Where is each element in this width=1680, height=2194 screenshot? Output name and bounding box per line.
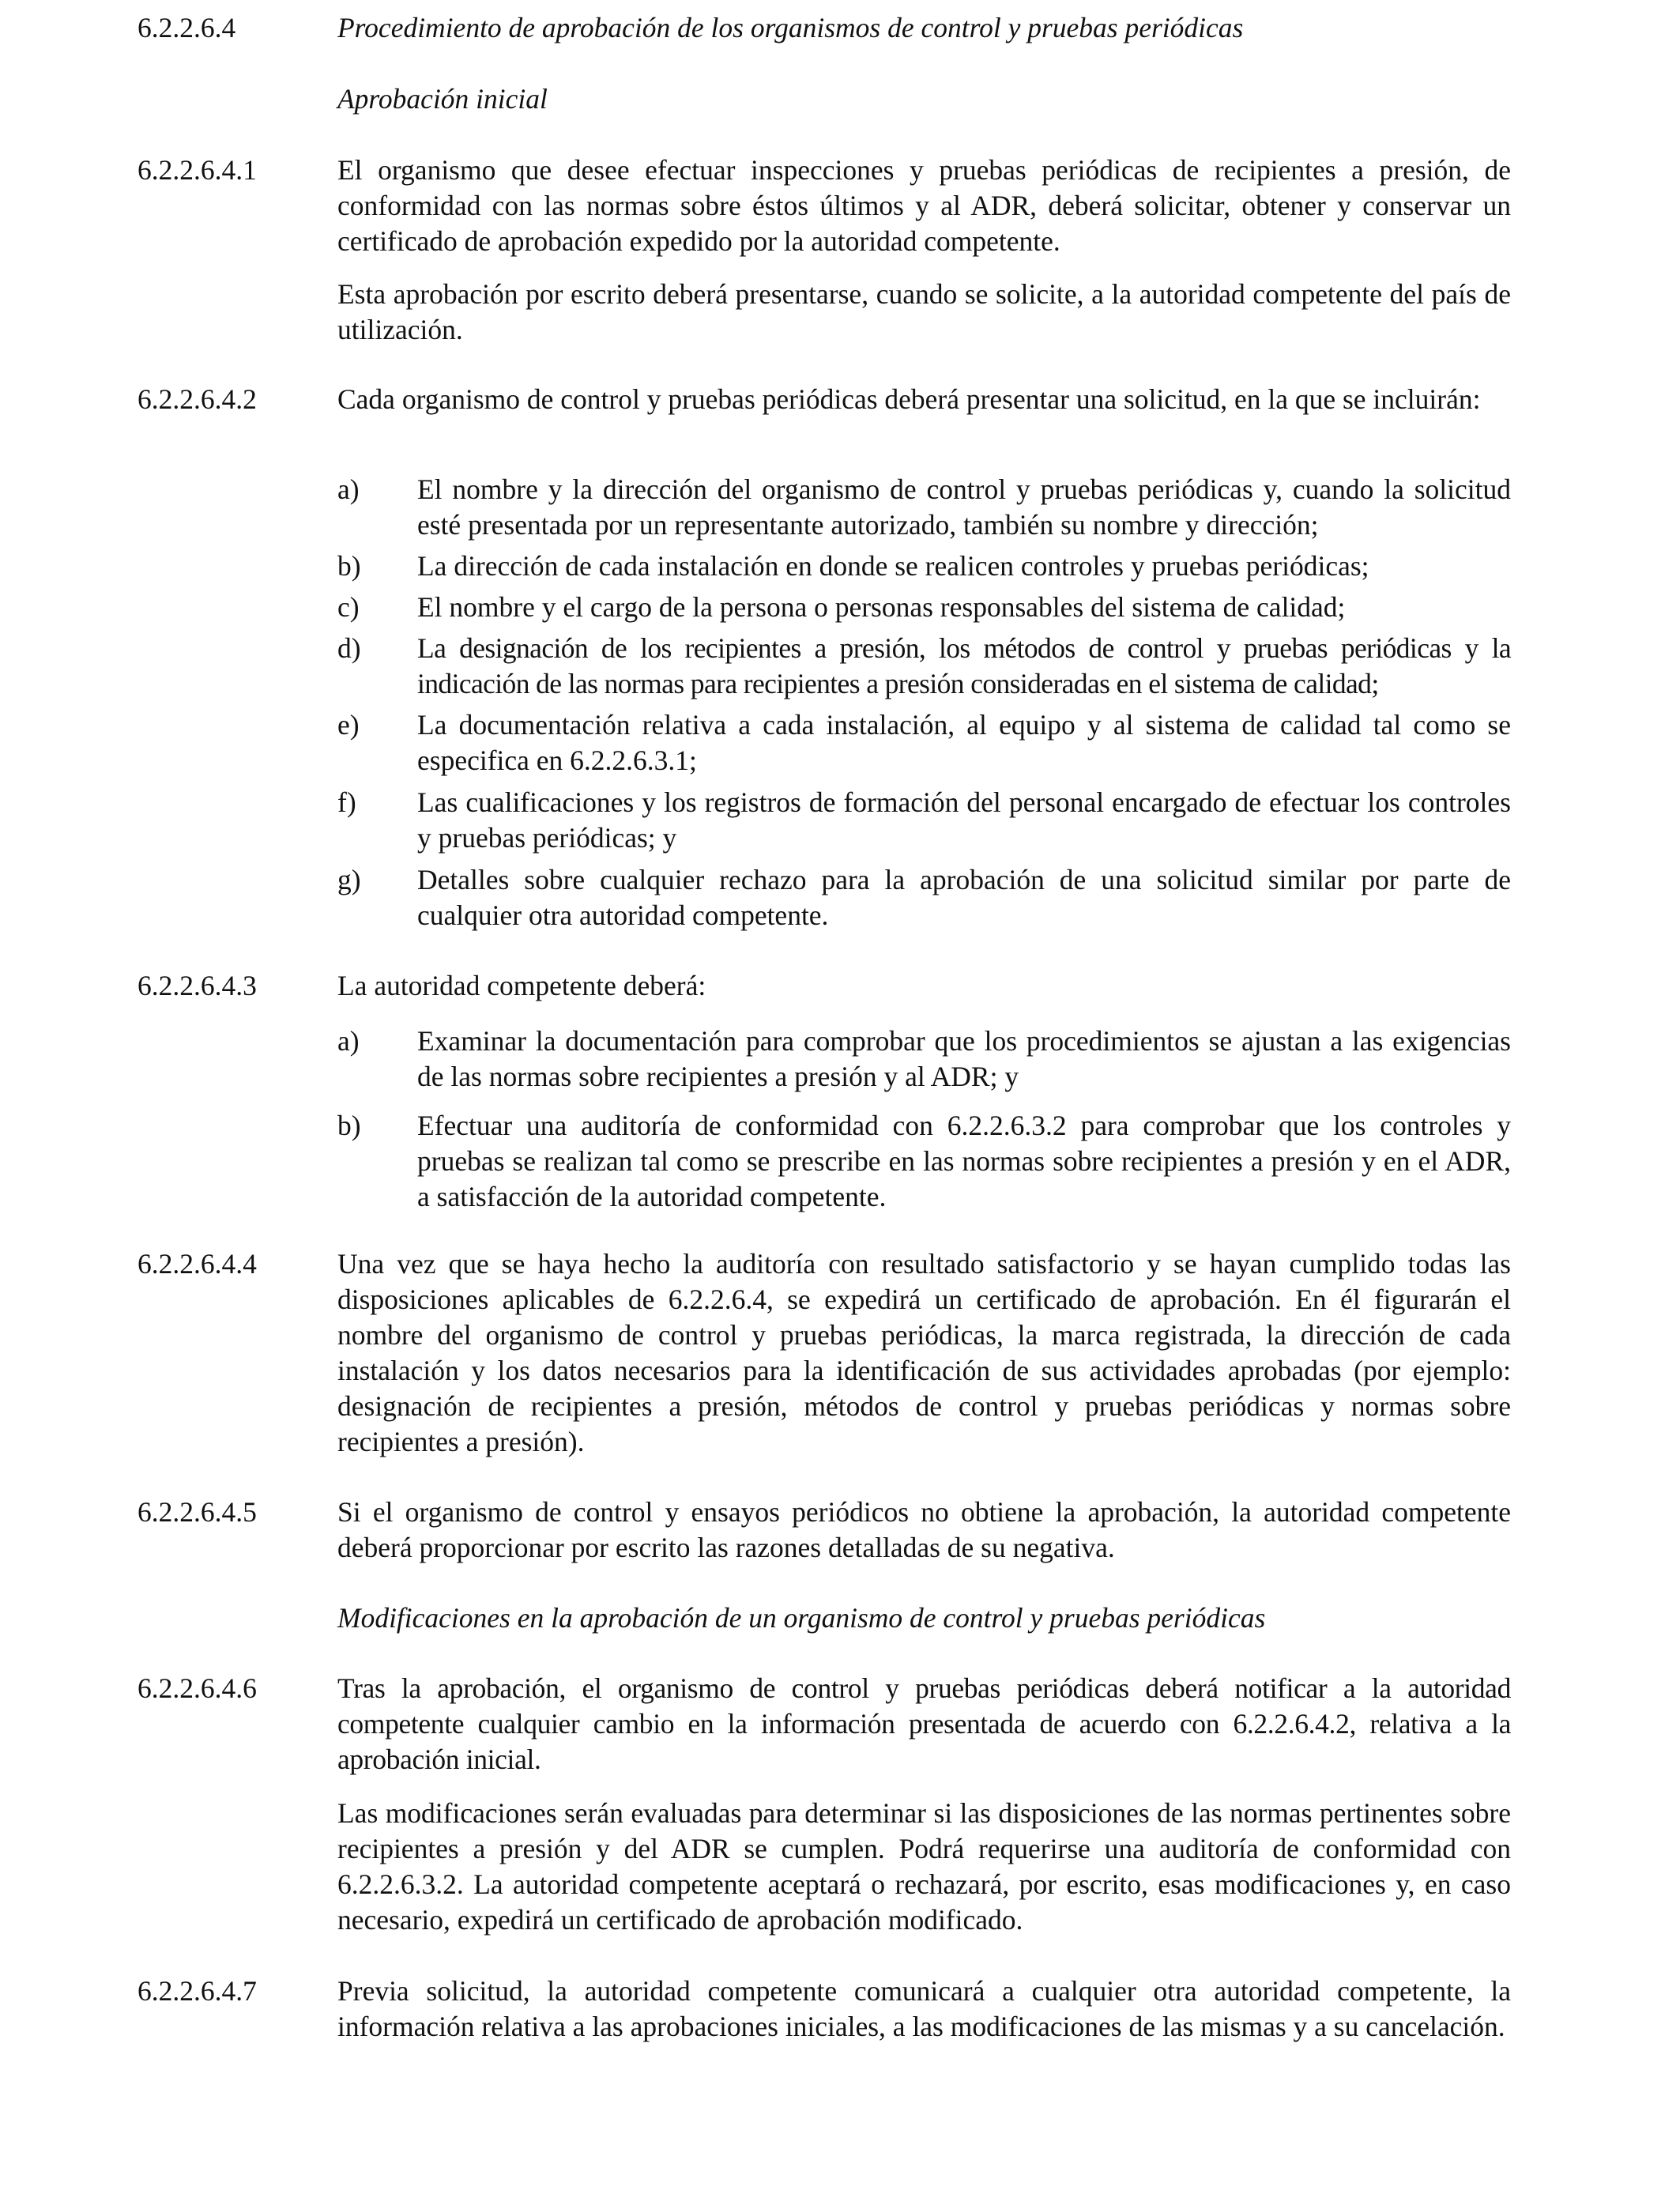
paragraph-text: Una vez que se haya hecho la auditoría con resultado satisfactorio y se hayan cumplido todas las disposiciones aplicables de 6.2.2.6.4, se expedirá un certificado de aprobación. En él figurarán el nombre del organismo de control y pruebas periódicas, la marca registrada, la dirección de cada instalación y los datos necesarios para la identificación de sus actividades aprobadas (por ejemplo: designación de recipientes a presión, métodos de control y pruebas periódicas y normas sobre recipientes a presión).	[337, 1248, 1511, 1457]
list-item-text: El nombre y la dirección del organismo de control y pruebas periódicas y, cuando la solicitud esté presentada por un representante autorizado, también su nombre y dirección;	[417, 473, 1511, 541]
list-item-label: e)	[337, 709, 360, 741]
section-heading: Procedimiento de aprobación de los organismos de control y pruebas periódicas	[337, 12, 1244, 43]
subheading-modifications: Modificaciones en la aprobación de un organismo de control y pruebas periódicas	[337, 1602, 1266, 1634]
list-item-label: d)	[337, 632, 361, 664]
paragraph-text: El organismo que desee efectuar inspecciones y pruebas periódicas de recipientes a presión, de conformidad con las normas sobre éstos últimos y al ADR, deberá solicitar, obtener y conservar un certificado de aprobación expedido por la autoridad competente.	[337, 154, 1511, 257]
paragraph-number: 6.2.2.6.4.4	[137, 1248, 257, 1280]
section-number: 6.2.2.6.4	[137, 12, 236, 43]
paragraph-text: Esta aprobación por escrito deberá presentarse, cuando se solicite, a la autoridad competente del país de utilización.	[337, 278, 1511, 345]
list-item-label: f)	[337, 786, 356, 818]
list-item-text: Detalles sobre cualquier rechazo para la aprobación de una solicitud similar por parte de cualquier otra autoridad competente.	[417, 864, 1511, 931]
list-item-text: Efectuar una auditoría de conformidad con 6.2.2.6.3.2 para comprobar que los controles y pruebas se realizan tal como se prescribe en las normas sobre recipientes a presión y en el ADR, a satisfacción de la autoridad competente.	[417, 1110, 1511, 1212]
paragraph-number: 6.2.2.6.4.5	[137, 1496, 257, 1528]
list-item-text: La designación de los recipientes a presión, los métodos de control y pruebas periódicas y la indicación de las normas para recipientes a presión consideradas en el sistema de calidad;	[417, 632, 1511, 699]
list-item-label: c)	[337, 591, 360, 623]
list-item-text: Examinar la documentación para comprobar que los procedimientos se ajustan a las exigencias de las normas sobre recipientes a presión y al ADR; y	[417, 1025, 1511, 1092]
list-item-label: b)	[337, 550, 361, 582]
list-item-text: Las cualificaciones y los registros de formación del personal encargado de efectuar los controles y pruebas periódicas; y	[417, 786, 1511, 854]
paragraph-text: Cada organismo de control y pruebas periódicas deberá presentar una solicitud, en la que se incluirán:	[337, 383, 1481, 415]
list-item-text: La dirección de cada instalación en donde se realicen controles y pruebas periódicas;	[417, 550, 1369, 582]
paragraph-number: 6.2.2.6.4.6	[137, 1672, 257, 1704]
paragraph-text: Tras la aprobación, el organismo de control y pruebas periódicas deberá notificar a la autoridad competente cualquier cambio en la información presentada de acuerdo con 6.2.2.6.4.2, relativa a la aprobación inicial.	[337, 1672, 1511, 1775]
paragraph-number: 6.2.2.6.4.2	[137, 383, 257, 415]
paragraph-text: Previa solicitud, la autoridad competente comunicará a cualquier otra autoridad competente, la información relativa a las aprobaciones iniciales, a las modificaciones de las mismas y a su cancelación.	[337, 1975, 1511, 2042]
list-item-label: a)	[337, 1025, 360, 1057]
paragraph-text: Las modificaciones serán evaluadas para determinar si las disposiciones de las normas pertinentes sobre recipientes a presión y del ADR se cumplen. Podrá requerirse una auditoría de conformidad con 6.2.2.6.3.2. La autoridad competente aceptará o rechazará, por escrito, esas modificaciones y, en caso necesario, expedirá un certificado de aprobación modificado.	[337, 1797, 1511, 1936]
paragraph-number: 6.2.2.6.4.1	[137, 154, 257, 186]
paragraph-number: 6.2.2.6.4.7	[137, 1975, 257, 2007]
subheading-initial-approval: Aprobación inicial	[337, 83, 548, 115]
list-item-text: La documentación relativa a cada instalación, al equipo y al sistema de calidad tal como se especifica en 6.2.2.6.3.1;	[417, 709, 1511, 776]
list-item-label: g)	[337, 864, 361, 895]
list-item-label: a)	[337, 473, 360, 505]
paragraph-text: Si el organismo de control y ensayos periódicos no obtiene la aprobación, la autoridad competente deberá proporcionar por escrito las razones detalladas de su negativa.	[337, 1496, 1511, 1563]
list-item-label: b)	[337, 1110, 361, 1141]
list-item-text: El nombre y el cargo de la persona o personas responsables del sistema de calidad;	[417, 591, 1346, 623]
paragraph-number: 6.2.2.6.4.3	[137, 970, 257, 1001]
paragraph-text: La autoridad competente deberá:	[337, 970, 706, 1001]
